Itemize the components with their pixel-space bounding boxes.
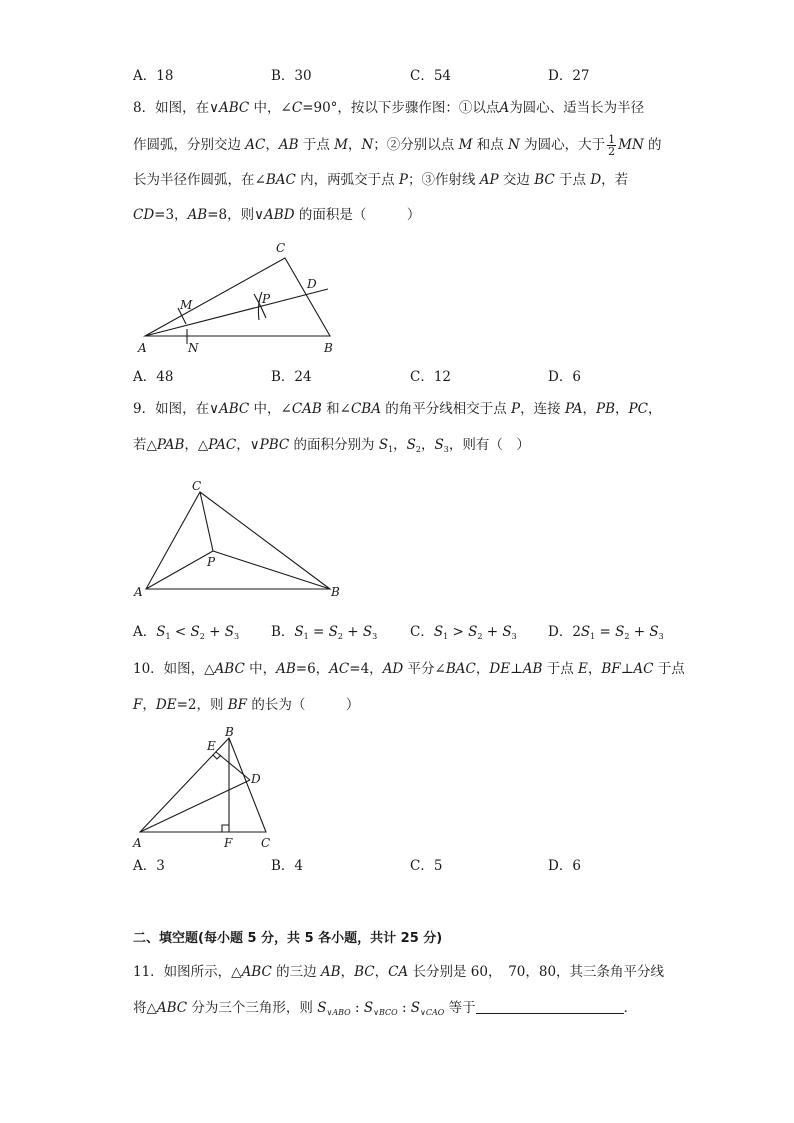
q7-option-b: B．30 <box>271 68 312 84</box>
q9-label-c: C <box>192 479 202 493</box>
q8-label-m: M <box>180 298 193 312</box>
q8-label-d: D <box>307 277 317 291</box>
q9-segment-pb <box>213 551 330 589</box>
q8-triangle-figure <box>130 238 350 358</box>
q8-triangle-abc <box>145 258 330 336</box>
q10-label-f: F <box>224 836 233 850</box>
q9-option-c: C．$S_1 > S_2 + S_3$ <box>410 624 517 641</box>
q7-option-c: C．54 <box>410 68 452 84</box>
q8-option-b: B．24 <box>271 369 312 385</box>
section-fill-in-blank-title: 二、填空题(每小题 5 分，共 5 各小题，共计 25 分) <box>133 931 443 946</box>
q11-answer-blank[interactable] <box>476 999 624 1014</box>
q10-right-angle-f <box>222 825 229 832</box>
q9-line-1: 9．如图，在∨ABC 中，∠CAB 和∠CBA 的角平分线相交于点 P，连接 PA，PB，PC， <box>133 401 662 417</box>
q8-line-4: CD=3，AB=8，则∨ABD 的面积是（ ） <box>133 207 421 223</box>
q10-triangle-figure <box>130 724 280 850</box>
q10-option-d: D．6 <box>548 858 581 874</box>
q9-option-d: D．$2S_1 = S_2 + S_3$ <box>548 624 664 641</box>
q9-option-b: B．$S_1 = S_2 + S_3$ <box>271 624 378 641</box>
q10-triangle-abc <box>140 738 266 832</box>
q9-line-2: 若△PAB，△PAC，∨PBC 的面积分别为 $S_1$，$S_2$，$S_3$，则有（ ） <box>133 437 530 454</box>
q9-label-p: P <box>207 555 216 569</box>
q7-option-d: D．27 <box>548 68 590 84</box>
q10-line-2: F，DE=2，则 BF 的长为（ ） <box>133 697 360 713</box>
q9-triangle-abc <box>146 492 330 589</box>
q8-option-a: A．48 <box>133 369 174 385</box>
q8-label-p: P <box>262 292 271 306</box>
q8-line-1: 8．如图，在∨ABC 中，∠C=90°，按以下步骤作图：①以点A为圆心、适当长为半径 <box>133 100 645 116</box>
q10-label-e: E <box>207 739 216 753</box>
q7-option-a: A．18 <box>133 68 174 84</box>
q11-line-2: 将△ABC 分为三个三角形，则 $S_{\vee ABO}$ : $S_{\vee BCO}$ : $S_{\vee CAO}$ 等于 ． <box>133 1000 638 1017</box>
q8-label-a: A <box>138 341 147 355</box>
q10-line-1: 10．如图，△ABC 中，AB=6，AC=4，AD 平分∠BAC，DE⊥AB 于点 E，BF⊥AC 于点 <box>133 661 685 677</box>
q9-label-b: B <box>331 585 340 599</box>
q8-ray-ap <box>145 289 328 336</box>
q10-option-a: A．3 <box>133 858 165 874</box>
q9-label-a: A <box>134 585 143 599</box>
q9-option-a: A．$S_1 < S_2 + S_3$ <box>133 624 240 641</box>
q9-triangle-figure <box>130 476 350 604</box>
q8-line-2: 作圆弧，分别交边 AC，AB 于点 M，N；②分别以点 M 和点 N 为圆心，大于 $\frac{1}{2}$ MN 的 <box>133 133 662 158</box>
q10-label-d: D <box>251 772 261 786</box>
q10-bisector-ad <box>140 780 250 832</box>
q8-label-b: B <box>324 341 333 355</box>
q8-option-c: C．12 <box>410 369 452 385</box>
q10-label-c: C <box>261 836 271 850</box>
q10-right-angle-e <box>213 755 221 759</box>
q10-option-b: B．4 <box>271 858 304 874</box>
q8-option-d: D．6 <box>548 369 581 385</box>
q11-line-1: 11．如图所示，△ABC 的三边 AB，BC，CA 长分别是 60， 70，80，其三条角平分线 <box>133 964 665 980</box>
q8-label-c: C <box>276 241 286 255</box>
q10-label-b: B <box>225 725 234 739</box>
q10-segment-de <box>216 752 250 780</box>
q8-label-n: N <box>188 341 199 355</box>
q8-line-3: 长为半径作圆弧，在∠BAC 内，两弧交于点 P；③作射线 AP 交边 BC 于点 D，若 <box>133 172 629 188</box>
fraction-one-half: $\frac{1}{2}$ <box>608 133 616 158</box>
q10-label-a: A <box>133 836 142 850</box>
q10-option-c: C．5 <box>410 858 443 874</box>
